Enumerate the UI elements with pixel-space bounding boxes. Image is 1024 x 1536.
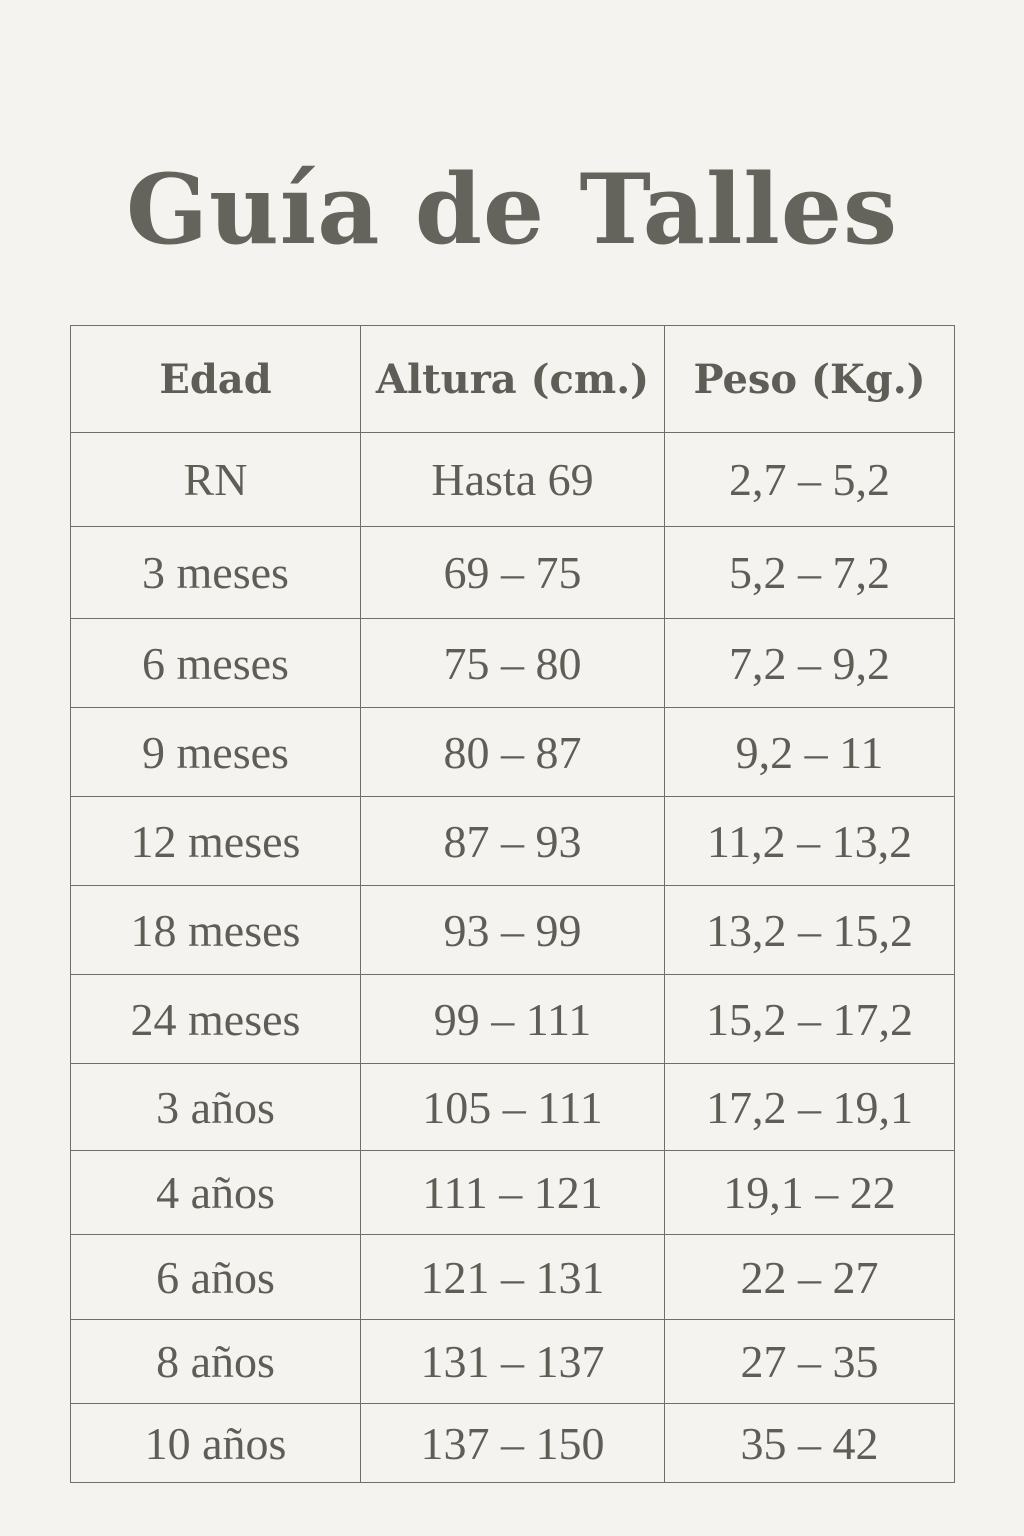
- table-row: [71, 1320, 955, 1404]
- cell-edad: 3 meses: [71, 527, 361, 619]
- cell-peso: 27 – 35: [665, 1320, 955, 1404]
- table-row: [71, 975, 955, 1064]
- table-row: [71, 708, 955, 797]
- cell-altura: 69 – 75: [361, 527, 665, 619]
- cell-peso: 15,2 – 17,2: [665, 975, 955, 1064]
- cell-altura: 93 – 99: [361, 886, 665, 975]
- cell-edad: 24 meses: [71, 975, 361, 1064]
- column-header-altura: Altura (cm.): [361, 326, 665, 433]
- cell-altura: 137 – 150: [361, 1404, 665, 1483]
- cell-peso: 22 – 27: [665, 1235, 955, 1320]
- cell-altura: 111 – 121: [361, 1151, 665, 1235]
- cell-edad: RN: [71, 433, 361, 527]
- cell-edad: 4 años: [71, 1151, 361, 1235]
- table-row: [71, 797, 955, 886]
- column-header-peso: Peso (Kg.): [665, 326, 955, 433]
- cell-peso: 17,2 – 19,1: [665, 1064, 955, 1151]
- cell-altura: Hasta 69: [361, 433, 665, 527]
- table-row: [71, 1404, 955, 1483]
- cell-peso: 19,1 – 22: [665, 1151, 955, 1235]
- cell-peso: 2,7 – 5,2: [665, 433, 955, 527]
- cell-edad: 8 años: [71, 1320, 361, 1404]
- cell-altura: 99 – 111: [361, 975, 665, 1064]
- cell-altura: 80 – 87: [361, 708, 665, 797]
- cell-altura: 105 – 111: [361, 1064, 665, 1151]
- table-row: [71, 1235, 955, 1320]
- table-header-row: [71, 326, 955, 433]
- cell-altura: 75 – 80: [361, 619, 665, 708]
- cell-altura: 87 – 93: [361, 797, 665, 886]
- cell-peso: 5,2 – 7,2: [665, 527, 955, 619]
- cell-edad: 18 meses: [71, 886, 361, 975]
- column-header-edad: Edad: [71, 326, 361, 433]
- cell-peso: 35 – 42: [665, 1404, 955, 1483]
- cell-edad: 9 meses: [71, 708, 361, 797]
- cell-edad: 12 meses: [71, 797, 361, 886]
- cell-peso: 11,2 – 13,2: [665, 797, 955, 886]
- page-title: Guía de Talles: [125, 153, 898, 266]
- table-row: [71, 1151, 955, 1235]
- cell-altura: 131 – 137: [361, 1320, 665, 1404]
- table-row: [71, 527, 955, 619]
- table-row: [71, 619, 955, 708]
- table-row: [71, 886, 955, 975]
- cell-edad: 3 años: [71, 1064, 361, 1151]
- size-guide-table: [70, 325, 955, 1483]
- table-row: [71, 433, 955, 527]
- table-row: [71, 1064, 955, 1151]
- cell-peso: 13,2 – 15,2: [665, 886, 955, 975]
- cell-peso: 7,2 – 9,2: [665, 619, 955, 708]
- cell-edad: 10 años: [71, 1404, 361, 1483]
- cell-edad: 6 años: [71, 1235, 361, 1320]
- cell-altura: 121 – 131: [361, 1235, 665, 1320]
- cell-peso: 9,2 – 11: [665, 708, 955, 797]
- cell-edad: 6 meses: [71, 619, 361, 708]
